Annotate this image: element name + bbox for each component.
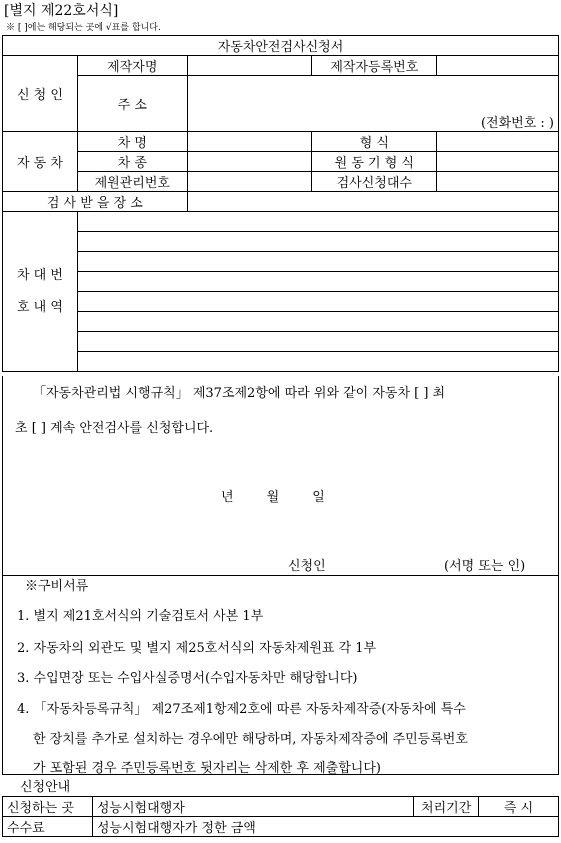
document-item: 가 포함된 경우 주민등록번호 뒷자리는 삭제한 후 제출합니다) bbox=[33, 761, 381, 776]
documents-title: ※구비서류 bbox=[25, 579, 89, 594]
statement-box bbox=[2, 376, 559, 576]
engine-field[interactable] bbox=[437, 152, 559, 172]
vin-row[interactable] bbox=[77, 332, 558, 352]
statement-line2: 초 [ ] 계속 안전검사를 신청합니다. bbox=[15, 421, 214, 436]
application-table bbox=[2, 35, 559, 372]
vin-row[interactable] bbox=[77, 312, 558, 332]
vin-row[interactable] bbox=[77, 352, 558, 372]
maker-name-field[interactable] bbox=[187, 56, 312, 76]
required-documents bbox=[2, 575, 559, 775]
car-type-label: 차 종 bbox=[77, 152, 187, 172]
statement-date: 년 월 일 bbox=[221, 490, 325, 505]
vin-row[interactable] bbox=[77, 212, 558, 232]
submit-to-label: 신청하는 곳 bbox=[3, 797, 93, 817]
maker-reg-field[interactable] bbox=[437, 56, 559, 76]
car-type-field[interactable] bbox=[187, 152, 312, 172]
vin-row[interactable] bbox=[77, 252, 558, 272]
vin-label-line2: 호 내 역 bbox=[16, 299, 63, 315]
document-item: 1. 별지 제21호서식의 기술검토서 사본 1부 bbox=[17, 609, 264, 624]
model-label: 형 식 bbox=[312, 132, 437, 152]
fee-label: 수수료 bbox=[3, 817, 93, 837]
signature-label: (서명 또는 인) bbox=[444, 559, 526, 574]
car-name-label: 차 명 bbox=[77, 132, 187, 152]
phone-field[interactable]: (전화번호 : ) bbox=[187, 112, 558, 132]
form-number: [별지 제22호서식] bbox=[4, 3, 119, 19]
document-item: 2. 자동차의 외관도 및 별지 제25호서식의 자동차제원표 각 1부 bbox=[17, 641, 377, 656]
document-item: 3. 수입면장 또는 수입사실증명서(수입자동차만 해당합니다) bbox=[17, 671, 358, 686]
car-name-field[interactable] bbox=[187, 132, 312, 152]
period-label: 처리기간 bbox=[414, 797, 479, 817]
maker-reg-label: 제작자등록번호 bbox=[312, 56, 437, 76]
vehicle-label: 자 동 차 bbox=[3, 132, 78, 192]
statement-line1: 「자동차관리법 시행규칙」 제37조제2항에 따라 위와 같이 자동차 [ ] 최 bbox=[33, 386, 446, 401]
fee-value: 성능시험대행자가 정한 금액 bbox=[92, 817, 558, 837]
address-label: 주 소 bbox=[77, 76, 187, 132]
vin-row[interactable] bbox=[77, 272, 558, 292]
maker-name-label: 제작자명 bbox=[77, 56, 187, 76]
guide-title: 신청안내 bbox=[20, 780, 71, 795]
address-field[interactable] bbox=[187, 76, 558, 113]
engine-label: 원 동 기 형 식 bbox=[312, 152, 437, 172]
spec-no-field[interactable] bbox=[187, 172, 312, 192]
document-item: 한 장치를 추가로 설치하는 경우에만 해당하며, 자동차제작증에 주민등록번호 bbox=[33, 732, 468, 747]
vin-label bbox=[3, 212, 78, 372]
form-title: 자동차안전검사신청서 bbox=[3, 36, 559, 56]
inspection-place-label: 검 사 받 을 장 소 bbox=[3, 192, 188, 212]
period-value: 즉 시 bbox=[479, 797, 559, 817]
vin-row[interactable] bbox=[77, 232, 558, 252]
vin-row[interactable] bbox=[77, 292, 558, 312]
inspection-count-field[interactable] bbox=[437, 172, 559, 192]
applicant-sign-label: 신청인 bbox=[288, 559, 326, 574]
applicant-label: 신 청 인 bbox=[3, 56, 78, 132]
submit-to-value: 성능시험대행자 bbox=[92, 797, 413, 817]
form-note: ※ [ ]에는 해당되는 곳에 √표를 합니다. bbox=[6, 23, 161, 33]
document-item: 4. 「자동차등록규칙」 제27조제1항제2호에 따른 자동차제작증(자동차에 특수 bbox=[17, 702, 466, 717]
inspection-place-field[interactable] bbox=[187, 192, 558, 212]
vin-label-line1: 차 대 번 bbox=[16, 267, 63, 283]
guide-table bbox=[2, 796, 559, 837]
model-field[interactable] bbox=[437, 132, 559, 152]
inspection-count-label: 검사신청대수 bbox=[312, 172, 437, 192]
spec-no-label: 제원관리번호 bbox=[77, 172, 187, 192]
